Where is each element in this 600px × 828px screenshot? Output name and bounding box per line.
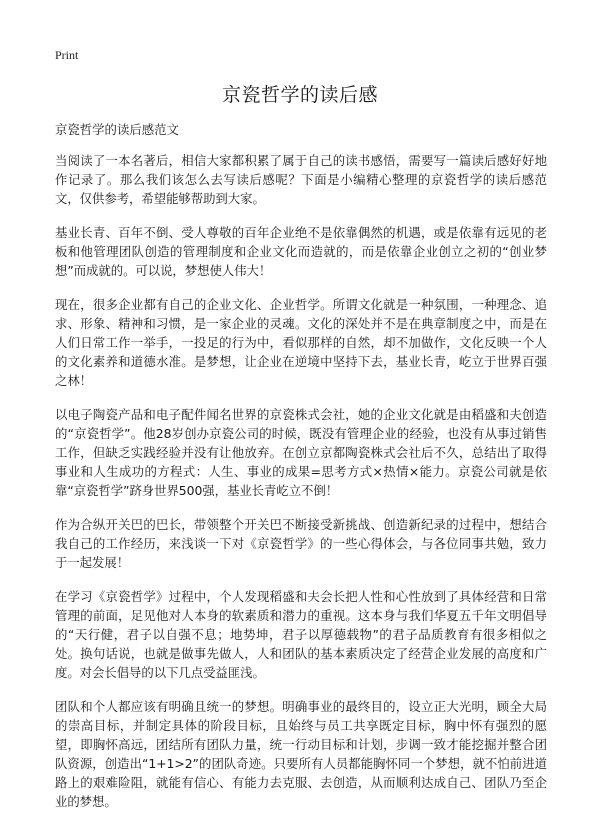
paragraph: 基业长青、百年不倒、受人尊敬的百年企业绝不是依靠偶然的机遇，或是依靠有远见的老板和他管理团队创造的管理制度和企业文化而造就的，而是依靠企业创立之初的“创业梦想”而成就的。可以说，梦想使人伟大！ (55, 225, 547, 278)
paragraph: 现在，很多企业都有自己的企业文化、企业哲学。所谓文化就是一种氛围，一种理念、追求、形象、精神和习惯，是一家企业的灵魂。文化的深处并不是在典章制度之中，而是在人们日常工作一举手，一投足的行为中，看似那样的自然，却不加做作，文化反映一个人的文化素养和道德水准。是梦想，让企业在逆境中坚持下去，基业长青，屹立于世界百强之林！ (55, 297, 547, 388)
paragraph: 在学习《京瓷哲学》过程中，个人发现稻盛和夫会长把人性和心性放到了具体经营和日常管理的前面，足见他对人本身的软素质和潜力的重视。这本身与我们华夏五千年文明倡导的“天行健，君子以自强不息；地势坤，君子以厚德载物”的君子品质教育有很多相似之处。换句话说，也就是做事先做人，人和团队的基本素质决定了经营企业发展的高度和广度。对会长倡导的以下几点受益匪浅。 (55, 589, 547, 680)
paragraph: 以电子陶瓷产品和电子配件闻名世界的京瓷株式会社，她的企业文化就是由稻盛和夫创造的“京瓷哲学”。他28岁创办京瓷公司的时候，既没有管理企业的经验，也没有从事过销售工作，但缺乏实践经验并没有让他放弃。在创立京都陶瓷株式会社后不久，总结出了取得事业和人生成功的方程式：人生、事业的成果=思考方式×热情×能力。京瓷公司就是依靠“京瓷哲学”跻身世界500强，基业长青屹立不倒！ (55, 407, 547, 498)
article-body (55, 151, 547, 826)
paragraph: 团队和个人都应该有明确且统一的梦想。明确事业的最终目的，设立正大光明，顾全大局的崇高目标，并制定具体的阶段目标，且始终与员工共享既定目标，胸中怀有强烈的愿望，即胸怀高远，团结所有团队力量，统一行动目标和计划，步调一致才能挖掘并整合团队资源，创造出“1+1>2”的团队奇迹。只要所有人员都能胸怀同一个梦想，就不怕前进道路上的艰难险阻，就能有信心、有能力去克服、去创造，从而顺利达成自己、团队乃至企业的梦想。 (55, 699, 547, 809)
print-link[interactable]: Print (55, 48, 79, 62)
page-title: 京瓷哲学的读后感 (221, 84, 378, 106)
paragraph: 作为合纵开关巴的巴长，带领整个开关巴不断接受新挑战、创造新纪录的过程中，想结合我自己的工作经历，来浅谈一下对《京瓷哲学》的一些心得体会，与各位同事共勉，致力于一起发展！ (55, 517, 547, 570)
paragraph: 当阅读了一本名著后，相信大家都积累了属于自己的读书感悟，需要写一篇读后感好好地作记录了。那么我们该怎么去写读后感呢？下面是小编精心整理的京瓷哲学的读后感范文，仅供参考，希望能够帮助到大家。 (55, 153, 547, 206)
page-subtitle: 京瓷哲学的读后感范文 (55, 122, 179, 137)
